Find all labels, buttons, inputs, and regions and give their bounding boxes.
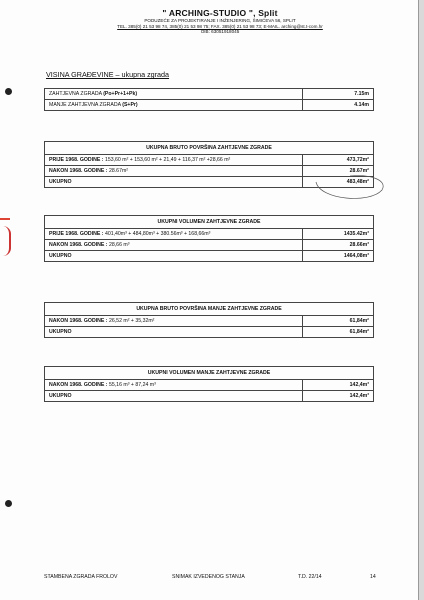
row-label: NAKON 1968. GODINE : 28.67m² bbox=[45, 166, 303, 177]
punch-hole bbox=[5, 88, 12, 95]
binder-clip-mark bbox=[0, 218, 10, 220]
footer-project: STAMBENA ZGRADA FROLOV bbox=[44, 574, 118, 580]
row-value: 142,4m³ bbox=[303, 391, 374, 402]
row-value: 61,84m² bbox=[303, 327, 374, 338]
height-label: MANJE ZAHTJEVNA ZGRADA (S+Pr) bbox=[45, 100, 303, 111]
section-title: VISINA GRAĐEVINE – ukupna zgrada bbox=[46, 70, 170, 79]
row-label: UKUPNO bbox=[45, 327, 303, 338]
row-label: PRIJE 1968. GODINE : 401,40m³ + 484,80m³ + 380.56m³ + 168,66m³ bbox=[45, 229, 303, 240]
table-row bbox=[45, 229, 374, 240]
table-row bbox=[45, 240, 374, 251]
row-value: 142,4m³ bbox=[303, 380, 374, 391]
table-row bbox=[45, 251, 374, 262]
row-value: 28.67m² bbox=[303, 166, 374, 177]
row-value: 1464,08m³ bbox=[303, 251, 374, 262]
height-label: ZAHTJEVNA ZGRADA (Po+Pr+1+Pk) bbox=[45, 89, 303, 100]
table-title: UKUPNI VOLUMEN MANJE ZAHTJEVNE ZGRADE bbox=[45, 367, 374, 380]
footer-page-number: 14 bbox=[370, 574, 376, 580]
table-row bbox=[45, 391, 374, 402]
row-label: NAKON 1968. GODINE : 26,52 m² + 35,32m² bbox=[45, 316, 303, 327]
letterhead bbox=[60, 8, 380, 35]
table-row bbox=[45, 327, 374, 338]
row-value: 1435.42m³ bbox=[303, 229, 374, 240]
row-label: UKUPNO bbox=[45, 251, 303, 262]
height-value: 7.15m bbox=[303, 89, 374, 100]
heights-table bbox=[44, 88, 374, 111]
binder-clip bbox=[0, 226, 11, 256]
company-name: " ARCHING-STUDIO ", Split bbox=[162, 8, 278, 18]
footer-code: T.D. 22/14 bbox=[298, 574, 322, 580]
table-title: UKUPNA BRUTO POVRŠINA MANJE ZAHTJEVNE ZGRADE bbox=[45, 303, 374, 316]
company-oib: OIB: 63051918045 bbox=[200, 29, 240, 35]
page-edge-line bbox=[418, 0, 419, 600]
table-row bbox=[45, 100, 374, 111]
row-label: PRIJE 1968. GODINE : 153,60 m² + 153,60 m² + 21,49 + 116,37 m² +28,66 m² bbox=[45, 155, 303, 166]
company-contact: TEL. 385(0) 21 53 98 74, 385(0) 21 53 98 75; FAX. 385(0) 21 53 98 73; E-MAIL. arching@st.t-com.hr bbox=[117, 23, 323, 29]
row-value: 61,84m² bbox=[303, 316, 374, 327]
gross-area-secondary-table bbox=[44, 302, 374, 338]
row-label: NAKON 1968. GODINE : 28,66 m³ bbox=[45, 240, 303, 251]
company-address: PODUZEĆE ZA PROJEKTIRANJE I INŽENJERING, ŠIMIĆEVA 56, SPLIT bbox=[144, 18, 296, 23]
punch-hole bbox=[5, 500, 12, 507]
table-row bbox=[45, 380, 374, 391]
table-row bbox=[45, 316, 374, 327]
row-label: NAKON 1968. GODINE : 55,16 m³ + 87,24 m³ bbox=[45, 380, 303, 391]
footer-drawing-type: SNIMAK IZVEDENOG STANJA bbox=[172, 574, 245, 580]
table-title: UKUPNA BRUTO POVRŠINA ZAHTJEVNE ZGRADE bbox=[45, 142, 374, 155]
row-value: 28.66m³ bbox=[303, 240, 374, 251]
row-label: UKUPNO bbox=[45, 391, 303, 402]
handdrawn-oval bbox=[310, 160, 390, 210]
height-value: 4.14m bbox=[303, 100, 374, 111]
table-row bbox=[45, 89, 374, 100]
row-value: 473,72m² bbox=[303, 155, 374, 166]
volume-main-table bbox=[44, 215, 374, 262]
row-value: 483,48m² bbox=[303, 177, 374, 188]
row-label: UKUPNO bbox=[45, 177, 303, 188]
table-title: UKUPNI VOLUMEN ZAHTJEVNE ZGRADE bbox=[45, 216, 374, 229]
volume-secondary-table bbox=[44, 366, 374, 402]
